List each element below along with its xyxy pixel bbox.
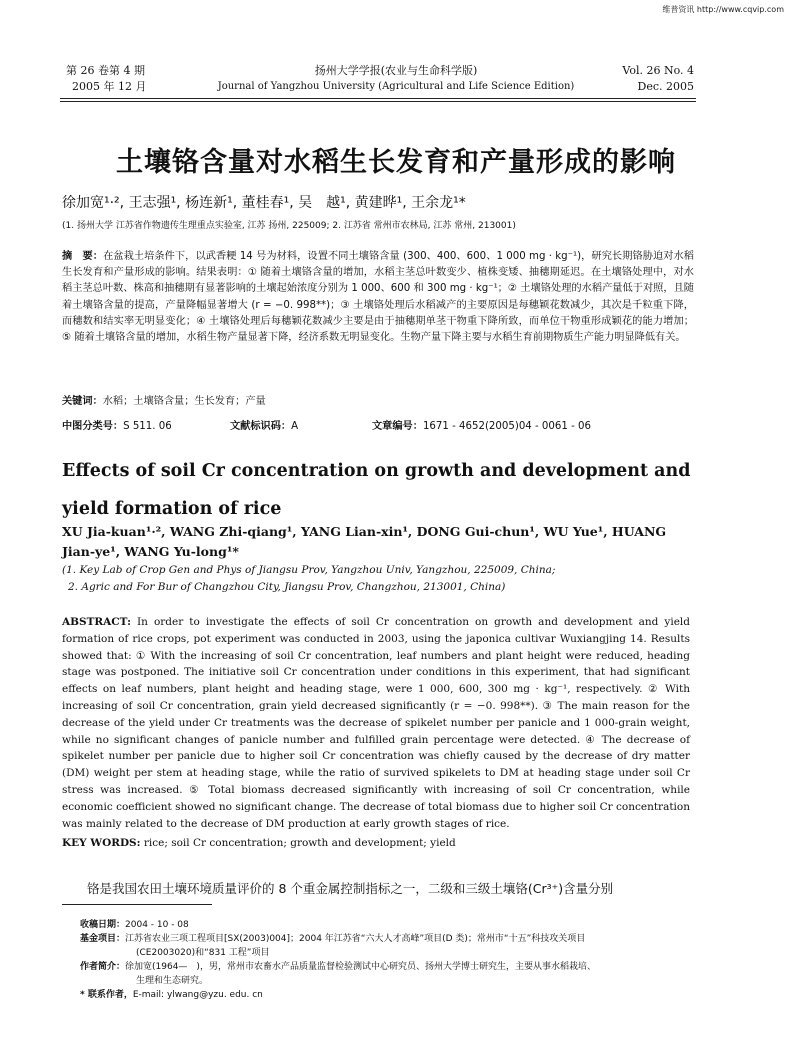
authors-cn: 徐加宽¹·², 王志强¹, 杨连新¹, 董桂春¹, 吴 越¹, 黄建晔¹, 王余龙¹* <box>62 195 466 211</box>
header-date-en: Dec. 2005 <box>637 80 694 93</box>
header-volume-en: Vol. 26 No. 4 <box>622 64 694 77</box>
journal-name-en: Journal of Yangzhou University (Agricultural and Life Science Edition) <box>217 81 575 92</box>
doc-code-label: 文献标识码： <box>230 421 292 432</box>
received-label: 收稿日期： <box>80 920 126 930</box>
article-number-value: 1671 - 4652(2005)04 - 0061 - 06 <box>422 421 591 432</box>
bio-line-2: 生理和生态研究。 <box>136 976 209 986</box>
article-number-label: 文章编号： <box>372 421 423 432</box>
abstract-en-text: In order to investigate the effects of soil Cr concentration on growth and development and yield formation of rice crops, pot experiment was conducted in 2003, using the japonica cultivar Wuxiangjing 14. Results showed that: ① With the increasing of soil Cr concentration, leaf numbers and plant height were reduced, heading stage was postponed. The initiative soil Cr concentration under conditions in this experiment, that had significant effects on leaf numbers, plant height and heading stage, were 1 000, 600, 300 mg · kg⁻¹, respectively. ② With increasing of soil Cr concentration, grain yield decreased significantly (r = −0. 998**). ③ The main reason for the decrease of the yield under Cr treatments was the decrease of spikelet number per panicle and 1 000-grain weight, while no significant changes of panicle number and fulfilled grain percentage were detected. ④ The decrease of spikelet number per panicle due to higher soil Cr concentration was chiefly caused by the decrease of dry matter (DM) weight per stem at heading stage, while the ratio of survived spikelets to DM at heading stage under soil Cr stress was increased. ⑤ Total biomass decreased significantly with increasing of soil Cr concentration, while economic coefficient showed no significant change. The decrease of total biomass due to higher soil Cr concentration was mainly related to the decrease of DM production at early growth stages of rice. <box>62 616 690 830</box>
contact-email: E-mail: ylwang@yzu. edu. cn <box>132 990 263 1000</box>
footnote-received <box>80 918 692 932</box>
authors-en: XU Jia-kuan¹·², WANG Zhi-qiang¹, YANG Lian-xin¹, DONG Gui-chun¹, WU Yue¹, HUANG Jian-ye¹, WANG Yu-long¹* <box>62 524 667 559</box>
footnotes <box>80 918 692 1002</box>
received-date: 2004 - 10 - 08 <box>125 920 189 930</box>
keywords-en-text: rice; soil Cr concentration; growth and development; yield <box>143 837 456 849</box>
journal-name-cn: 扬州大学学报(农业与生命科学版) <box>314 64 478 77</box>
footnote-rule <box>62 904 212 905</box>
contact-label: * 联系作者， <box>80 990 133 1000</box>
doc-code-value: A <box>291 421 299 432</box>
affiliation-en-line-2: 2. Agric and For Bur of Changzhou City, Jiangsu Prov, Changzhou, 213001, China) <box>68 581 506 593</box>
document-code <box>230 417 298 432</box>
clc-label: 中图分类号： <box>62 421 124 432</box>
affiliation-en-line-1: (1. Key Lab of Crop Gen and Phys of Jiangsu Prov, Yangzhou Univ, Yangzhou, 225009, China; <box>62 564 556 576</box>
bio-line-1: 徐加宽(1964— )，男，常州市农畜水产品质量监督检验测试中心研究员、扬州大学博士研究生，主要从事水稻栽培、 <box>125 962 596 972</box>
abstract-cn-label: 摘 要： <box>62 251 104 262</box>
title-cn: 土壤铬含量对水稻生长发育和产量形成的影响 <box>116 147 676 178</box>
fund-line-1: 江苏省农业三项工程项目[SX(2003)004]；2004 年江苏省“六大人才高峰”项目(D 类)；常州市“十五”科技攻关项目 <box>125 934 586 944</box>
abstract-en <box>62 614 690 832</box>
abstract-cn-text: 在盆栽土培条件下，以武香粳 14 号为材料，设置不同土壤铬含量 (300、400、600、1 000 mg · kg⁻¹)，研究长期铬胁迫对水稻生长发育和产量形成的影响。结果表明：① 随着土壤铬含量的增加，水稻主茎总叶数变少、植株变矮、抽穗期延迟。在土壤铬处理中，对水稻主茎总叶数、株高和抽穗期有显著影响的土壤起始浓度分别为 1 000、600 和 300 mg · kg⁻¹；② 土壤铬处理的水稻产量低于对照，且随着土壤铬含量的提高，产量降幅显著增大 (r = −0. 998**)；③ 土壤铬处理后水稻减产的主要原因是每穗颖花数减少，其次是千粒重下降，而穗数和结实率无明显变化；④ 土壤铬处理后每穗颖花数减少主要是由于抽穗期单茎干物重下降所致，而单位干物重形成颖花的能力增加；⑤ 随着土壤铬含量的增加，水稻生物产量显著下降，经济系数无明显变化。生物产量下降主要与水稻生育前期物质生产能力明显降低有关。 <box>62 251 694 344</box>
fund-label: 基金项目： <box>80 934 126 944</box>
clc-value: S 511. 06 <box>123 421 172 432</box>
abstract-en-label: ABSTRACT: <box>62 616 131 628</box>
footnote-fund <box>80 932 692 946</box>
header-volume-cn: 第 26 卷第 4 期 <box>66 64 145 77</box>
keywords-cn <box>62 392 266 407</box>
bio-label: 作者简介： <box>80 962 126 972</box>
header-rule-2 <box>60 101 696 102</box>
footnote-contact <box>80 988 692 1002</box>
header-rule <box>60 98 696 99</box>
keywords-cn-label: 关键词： <box>62 396 103 407</box>
title-en: Effects of soil Cr concentration on growth and development and yield formation of rice <box>62 461 691 519</box>
affiliation-cn: (1. 扬州大学 江苏省作物遗传生理重点实验室, 江苏 扬州, 225009; 2. 江苏省 常州市农林局, 江苏 常州, 213001) <box>62 221 516 231</box>
clc-number <box>62 417 172 432</box>
keywords-en-label: KEY WORDS: <box>62 837 141 849</box>
intro-paragraph: 铬是我国农田土壤环境质量评价的 8 个重金属控制指标之一，二级和三级土壤铬(Cr³⁺)含量分别 <box>87 881 614 896</box>
header-date-cn: 2005 年 12 月 <box>72 80 147 93</box>
fund-line-2: (CE2003020)和“831 工程”项目 <box>136 948 270 958</box>
article-number <box>372 417 591 432</box>
affiliation-en <box>62 562 692 596</box>
keywords-en <box>62 837 456 849</box>
keywords-cn-text: 水稻；土壤铬含量；生长发育；产量 <box>102 396 266 407</box>
abstract-cn <box>62 249 694 346</box>
footnote-bio <box>80 960 692 974</box>
watermark: 维普资讯 http://www.cqvip.com <box>662 5 784 14</box>
